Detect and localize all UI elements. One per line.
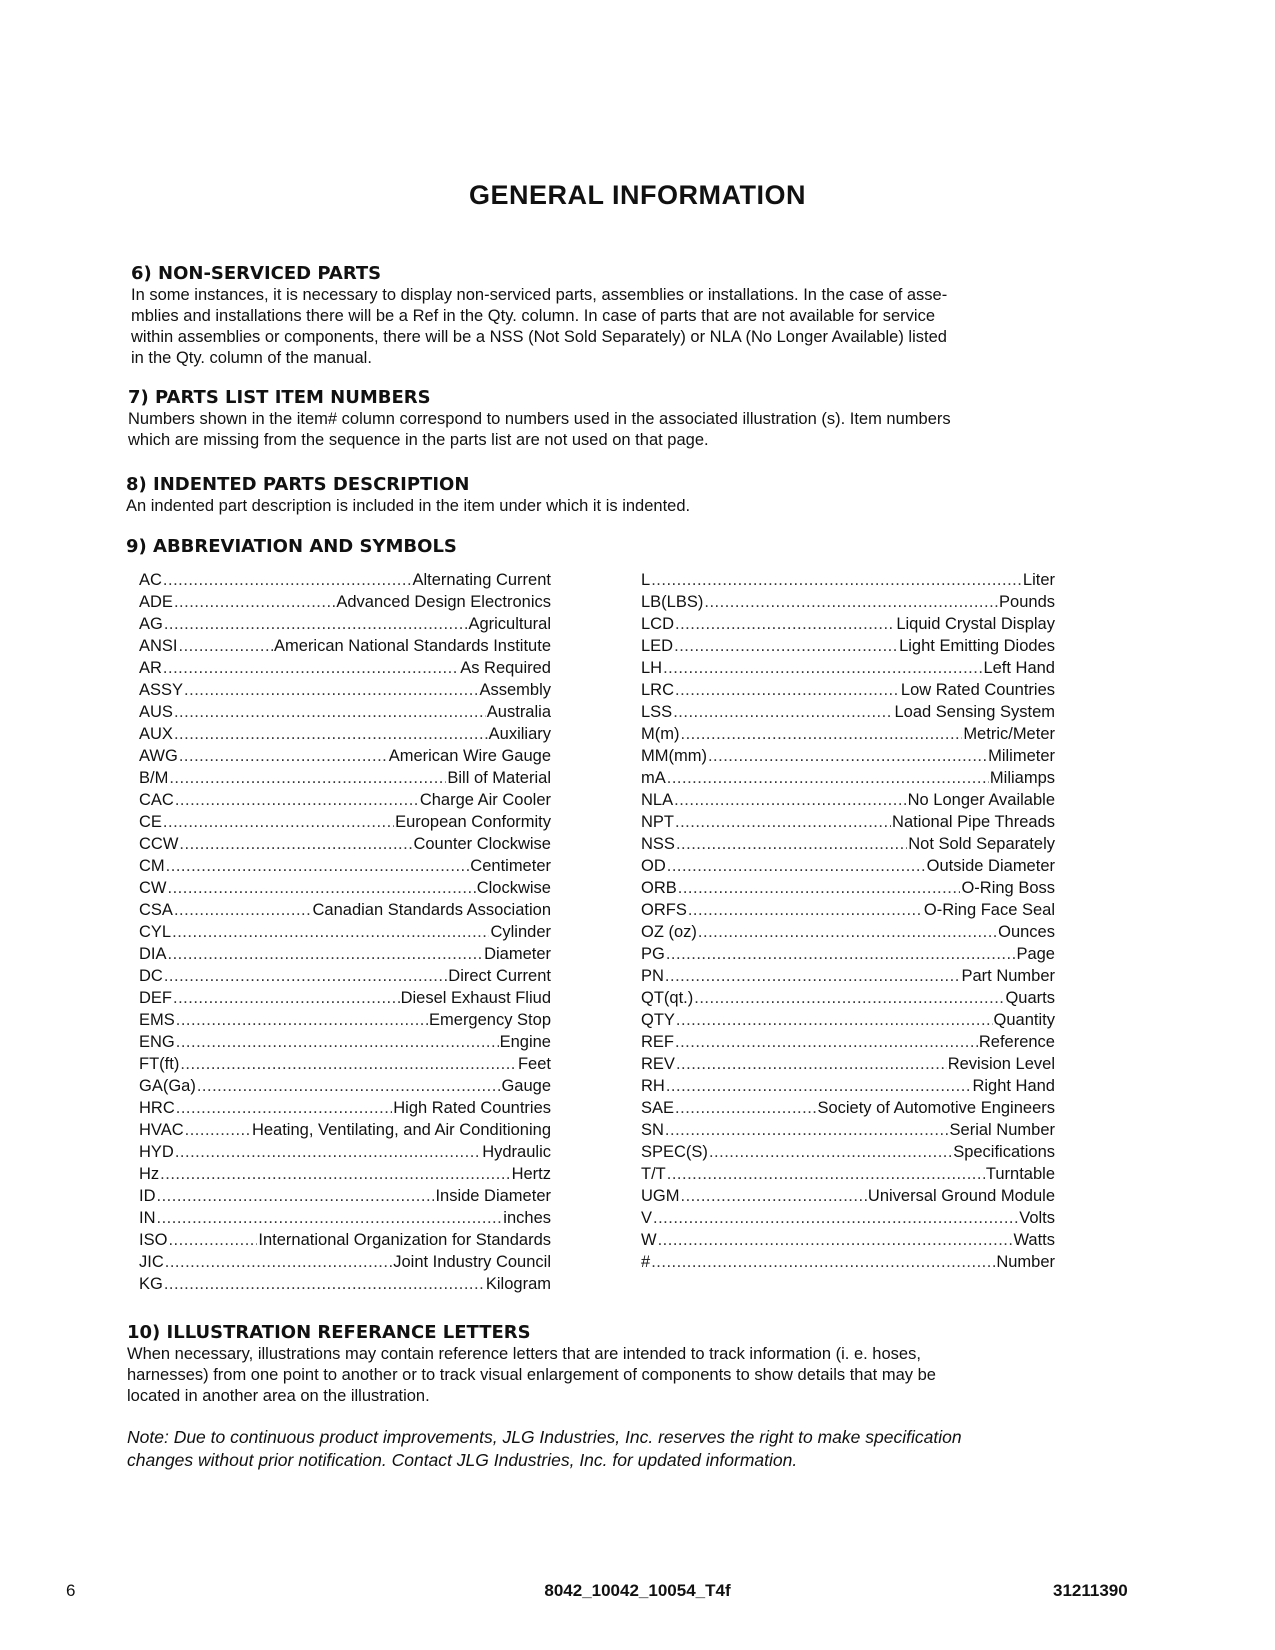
note-line: changes without prior notification. Contact JLG Industries, Inc. for updated information. — [127, 1450, 798, 1470]
dot-leader — [666, 943, 1016, 965]
abbr-term: REF — [641, 1033, 674, 1051]
abbreviation-row — [139, 613, 551, 635]
abbr-term: T/T — [641, 1165, 666, 1183]
dot-leader — [175, 789, 419, 811]
abbr-definition: Page — [1016, 945, 1055, 963]
abbreviation-row — [139, 1185, 551, 1207]
abbreviation-row — [139, 1273, 551, 1295]
abbr-term: AG — [139, 615, 163, 633]
abbreviation-row — [139, 635, 551, 657]
abbr-definition: Heating, Ventilating, and Air Conditioning — [251, 1121, 551, 1139]
dot-leader — [174, 701, 486, 723]
abbreviation-row — [139, 1009, 551, 1031]
abbr-term: ASSY — [139, 681, 184, 699]
abbr-term: B/M — [139, 769, 169, 787]
dot-leader — [164, 613, 468, 635]
abbr-definition: Canadian Standards Association — [312, 901, 551, 919]
dot-leader — [174, 723, 488, 745]
dot-leader — [651, 1251, 995, 1273]
abbr-term: QTY — [641, 1011, 675, 1029]
abbr-term: AUX — [139, 725, 173, 743]
abbr-term: # — [641, 1253, 651, 1271]
abbr-term: CE — [139, 813, 162, 831]
abbreviation-row — [139, 833, 551, 855]
abbr-term: V — [641, 1209, 653, 1227]
abbr-term: ISO — [139, 1231, 168, 1249]
abbr-term: JIC — [139, 1253, 164, 1271]
abbr-definition: Agricultural — [468, 615, 551, 633]
abbreviation-list-right — [641, 569, 1055, 1273]
dot-leader — [163, 569, 412, 591]
abbr-definition: Milimeter — [988, 747, 1055, 765]
abbr-definition: Bill of Material — [447, 769, 551, 787]
abbr-definition: Hydraulic — [482, 1143, 551, 1161]
dot-leader — [165, 1251, 393, 1273]
abbreviation-row — [139, 723, 551, 745]
abbr-definition: Universal Ground Module — [867, 1187, 1055, 1205]
abbr-definition: Revision Level — [947, 1055, 1055, 1073]
section-heading: 7) PARTS LIST ITEM NUMBERS — [128, 387, 431, 408]
abbr-term: FT(ft) — [139, 1055, 180, 1073]
dot-leader — [667, 1163, 985, 1185]
paragraph-line: in the Qty. column of the manual. — [131, 349, 372, 367]
abbr-term: SN — [641, 1121, 664, 1139]
abbr-term: UGM — [641, 1187, 680, 1205]
abbr-term: HYD — [139, 1143, 174, 1161]
abbr-definition: Miliamps — [989, 769, 1055, 787]
dot-leader — [667, 767, 989, 789]
abbr-definition: Engine — [499, 1033, 551, 1051]
abbr-term: LED — [641, 637, 674, 655]
abbreviation-row — [139, 1141, 551, 1163]
abbr-term: AUS — [139, 703, 173, 721]
abbr-definition: Turntable — [985, 1165, 1055, 1183]
abbr-definition: No Longer Available — [907, 791, 1055, 809]
abbr-definition: Counter Clockwise — [413, 835, 551, 853]
dot-leader — [174, 899, 312, 921]
abbr-definition: Quantity — [993, 1011, 1055, 1029]
abbreviation-row — [641, 745, 1055, 767]
abbreviation-row — [641, 987, 1055, 1009]
abbreviation-row — [641, 877, 1055, 899]
dot-leader — [172, 921, 489, 943]
dot-leader — [665, 965, 961, 987]
abbr-term: ID — [139, 1187, 156, 1205]
abbreviation-row — [641, 679, 1055, 701]
dot-leader — [185, 1119, 251, 1141]
abbr-term: NPT — [641, 813, 674, 831]
abbreviation-row — [641, 1251, 1055, 1273]
abbr-definition: Emergency Stop — [429, 1011, 551, 1029]
abbr-definition: Charge Air Cooler — [419, 791, 551, 809]
abbr-term: GA(Ga) — [139, 1077, 196, 1095]
abbr-definition: Ounces — [998, 923, 1055, 941]
abbr-term: LRC — [641, 681, 675, 699]
abbr-definition: Advanced Design Electronics — [336, 593, 551, 611]
abbr-definition: Feet — [517, 1055, 551, 1073]
paragraph-line: An indented part description is included in the item under which it is indented. — [126, 497, 691, 515]
abbr-term: DC — [139, 967, 163, 985]
dot-leader — [180, 1053, 517, 1075]
dot-leader — [665, 1119, 949, 1141]
abbr-definition: National Pipe Threads — [892, 813, 1055, 831]
abbreviation-row — [139, 569, 551, 591]
abbr-definition: Outside Diameter — [926, 857, 1055, 875]
paragraph-line: When necessary, illustrations may contain reference letters that are intended to track information (i. e. hoses, — [127, 1345, 921, 1363]
dot-leader — [169, 767, 446, 789]
abbr-definition: Reference — [978, 1033, 1055, 1051]
abbreviation-row — [641, 1207, 1055, 1229]
abbr-definition: Liter — [1022, 571, 1055, 589]
abbreviation-row — [641, 921, 1055, 943]
abbr-definition: Hertz — [511, 1165, 551, 1183]
abbr-term: CCW — [139, 835, 179, 853]
abbreviation-row — [139, 943, 551, 965]
abbr-term: CW — [139, 879, 167, 897]
abbreviation-row — [139, 1097, 551, 1119]
abbr-definition: inches — [503, 1209, 551, 1227]
dot-leader — [168, 1229, 257, 1251]
abbr-term: LH — [641, 659, 663, 677]
section-heading: 8) INDENTED PARTS DESCRIPTION — [126, 474, 470, 495]
abbr-definition: Left Hand — [983, 659, 1055, 677]
abbr-definition: Gauge — [501, 1077, 551, 1095]
abbreviation-row — [139, 1053, 551, 1075]
abbr-term: CSA — [139, 901, 173, 919]
abbr-term: QT(qt.) — [641, 989, 694, 1007]
dot-leader — [174, 591, 335, 613]
abbr-term: MM(mm) — [641, 747, 707, 765]
dot-leader — [694, 987, 1004, 1009]
dot-leader — [673, 701, 893, 723]
abbreviation-row — [641, 1053, 1055, 1075]
abbreviation-row — [641, 811, 1055, 833]
abbr-term: DIA — [139, 945, 167, 963]
abbreviation-row — [139, 1251, 551, 1273]
dot-leader — [653, 1207, 1018, 1229]
dot-leader — [176, 1097, 393, 1119]
abbr-term: NLA — [641, 791, 674, 809]
dot-leader — [709, 1141, 952, 1163]
paragraph-line: within assemblies or components, there will be a NSS (Not Sold Separately) or NLA (No Longer Available) listed — [131, 328, 947, 346]
abbr-definition: Joint Industry Council — [393, 1253, 551, 1271]
abbreviation-row — [641, 701, 1055, 723]
abbreviation-row — [641, 613, 1055, 635]
abbreviation-row — [641, 569, 1055, 591]
dot-leader — [688, 899, 923, 921]
dot-leader — [176, 1031, 499, 1053]
abbreviation-row — [139, 899, 551, 921]
abbr-term: ORB — [641, 879, 677, 897]
abbr-term: PN — [641, 967, 664, 985]
abbreviation-row — [641, 1163, 1055, 1185]
abbr-definition: Right Hand — [972, 1077, 1055, 1095]
dot-leader — [163, 811, 394, 833]
abbreviation-row — [139, 855, 551, 877]
abbr-term: AC — [139, 571, 162, 589]
abbr-term: ANSI — [139, 637, 178, 655]
abbreviation-row — [139, 1119, 551, 1141]
dot-leader — [179, 635, 274, 657]
abbreviation-row — [641, 657, 1055, 679]
abbr-definition: Society of Automotive Engineers — [817, 1099, 1055, 1117]
abbreviation-row — [139, 657, 551, 679]
page-title: GENERAL INFORMATION — [469, 180, 806, 210]
note-line: Note: Due to continuous product improvements, JLG Industries, Inc. reserves the right to make specification — [127, 1427, 962, 1447]
dot-leader — [168, 877, 476, 899]
abbreviation-row — [641, 965, 1055, 987]
section-heading: 6) NON-SERVICED PARTS — [131, 263, 382, 284]
dot-leader — [678, 877, 961, 899]
abbr-definition: Metric/Meter — [963, 725, 1055, 743]
dot-leader — [680, 723, 962, 745]
abbr-definition: Pounds — [999, 593, 1055, 611]
abbr-definition: O-Ring Face Seal — [923, 901, 1055, 919]
abbr-definition: Alternating Current — [412, 571, 551, 589]
abbr-term: OD — [641, 857, 666, 875]
section-abbreviation-and-symbols — [126, 536, 1086, 558]
dot-leader — [658, 1229, 1013, 1251]
dot-leader — [157, 1207, 503, 1229]
abbreviation-row — [139, 811, 551, 833]
abbr-term: LCD — [641, 615, 675, 633]
dot-leader — [179, 745, 388, 767]
abbreviation-list-left — [139, 569, 551, 1295]
footer-model-code: 8042_10042_10054_T4f — [544, 1581, 731, 1600]
dot-leader — [675, 811, 891, 833]
dot-leader — [179, 833, 412, 855]
paragraph-line: mblies and installations there will be a Ref in the Qty. column. In case of parts that are not available for service — [131, 307, 936, 325]
abbr-term: KG — [139, 1275, 163, 1293]
dot-leader — [675, 1097, 816, 1119]
abbr-term: IN — [139, 1209, 156, 1227]
abbr-definition: American Wire Gauge — [388, 747, 551, 765]
paragraph-line: Numbers shown in the item# column correspond to numbers used in the associated illustration (s). Item numbers — [128, 410, 951, 428]
abbr-term: mA — [641, 769, 666, 787]
abbreviation-row — [139, 745, 551, 767]
abbr-definition: Specifications — [953, 1143, 1055, 1161]
dot-leader — [663, 657, 982, 679]
abbreviation-row — [641, 1141, 1055, 1163]
dot-leader — [163, 657, 459, 679]
abbr-term: REV — [641, 1055, 675, 1073]
abbreviation-row — [139, 1207, 551, 1229]
abbreviation-row — [139, 701, 551, 723]
abbreviation-row — [139, 965, 551, 987]
paragraph-line: which are missing from the sequence in the parts list are not used on that page. — [128, 431, 709, 449]
abbr-term: CM — [139, 857, 165, 875]
abbr-definition: Volts — [1019, 1209, 1055, 1227]
abbr-definition: Australia — [486, 703, 551, 721]
abbr-term: ENG — [139, 1033, 175, 1051]
abbreviation-row — [641, 591, 1055, 613]
abbr-definition: Direct Current — [448, 967, 551, 985]
abbreviation-row — [139, 1163, 551, 1185]
dot-leader — [184, 679, 478, 701]
abbr-term: M(m) — [641, 725, 680, 743]
dot-leader — [708, 745, 987, 767]
abbr-term: LB(LBS) — [641, 593, 704, 611]
abbr-definition: Low Rated Countries — [900, 681, 1055, 699]
abbr-term: RH — [641, 1077, 665, 1095]
abbr-term: W — [641, 1231, 657, 1249]
dot-leader — [160, 1163, 510, 1185]
abbr-term: HRC — [139, 1099, 175, 1117]
abbr-definition: European Conformity — [395, 813, 551, 831]
paragraph-line: In some instances, it is necessary to display non-serviced parts, assemblies or installations. In the case of asse- — [131, 286, 948, 304]
paragraph-line: located in another area on the illustration. — [127, 1387, 430, 1405]
dot-leader — [651, 569, 1022, 591]
abbr-term: DEF — [139, 989, 172, 1007]
dot-leader — [681, 1185, 867, 1207]
abbr-definition: Liquid Crystal Display — [896, 615, 1055, 633]
abbreviation-row — [641, 855, 1055, 877]
dot-leader — [168, 943, 484, 965]
dot-leader — [173, 987, 400, 1009]
dot-leader — [197, 1075, 501, 1097]
paragraph-line: harnesses) from one point to another or to track visual enlargement of components to show details that may be — [127, 1366, 936, 1384]
section-parts-list-item-numbers — [128, 387, 1088, 451]
abbr-term: HVAC — [139, 1121, 184, 1139]
dot-leader — [676, 1009, 993, 1031]
section-illustration-reference-letters — [127, 1322, 1087, 1407]
abbreviation-row — [641, 635, 1055, 657]
abbr-term: SPEC(S) — [641, 1143, 708, 1161]
note-text — [127, 1426, 1087, 1472]
section-heading: 9) ABBREVIATION AND SYMBOLS — [126, 536, 457, 557]
abbr-term: AR — [139, 659, 162, 677]
abbr-definition: Light Emitting Diodes — [899, 637, 1055, 655]
abbr-definition: Clockwise — [476, 879, 551, 897]
abbr-term: PG — [641, 945, 665, 963]
abbr-term: ORFS — [641, 901, 687, 919]
abbr-definition: Kilogram — [485, 1275, 551, 1293]
abbreviation-row — [139, 679, 551, 701]
section-non-serviced-parts — [131, 263, 1091, 369]
abbr-term: CAC — [139, 791, 174, 809]
dot-leader — [698, 921, 997, 943]
abbr-definition: International Organization for Standards — [258, 1231, 551, 1249]
dot-leader — [674, 635, 898, 657]
abbr-definition: American National Standards Institute — [274, 637, 551, 655]
abbr-definition: Inside Diameter — [435, 1187, 551, 1205]
abbr-term: SAE — [641, 1099, 675, 1117]
abbreviation-row — [139, 1031, 551, 1053]
abbreviation-row — [641, 833, 1055, 855]
abbr-definition: Watts — [1013, 1231, 1055, 1249]
abbreviation-row — [139, 1075, 551, 1097]
dot-leader — [675, 613, 895, 635]
abbr-term: ADE — [139, 593, 173, 611]
abbr-definition: Diesel Exhaust Fliud — [400, 989, 551, 1007]
section-heading: 10) ILLUSTRATION REFERANCE LETTERS — [127, 1322, 531, 1343]
abbr-definition: As Required — [460, 659, 551, 677]
dot-leader — [667, 855, 926, 877]
footer-page-number: 6 — [66, 1581, 76, 1600]
dot-leader — [164, 1273, 485, 1295]
abbreviation-row — [641, 1009, 1055, 1031]
abbreviation-row — [641, 899, 1055, 921]
abbreviation-row — [641, 1097, 1055, 1119]
abbr-term: L — [641, 571, 651, 589]
abbr-definition: Serial Number — [949, 1121, 1055, 1139]
dot-leader — [176, 1009, 428, 1031]
abbr-term: CYL — [139, 923, 172, 941]
footer-document-number: 31211390 — [1053, 1581, 1128, 1600]
abbreviation-row — [641, 1229, 1055, 1251]
dot-leader — [675, 1031, 978, 1053]
abbreviation-row — [139, 1229, 551, 1251]
abbr-term: NSS — [641, 835, 675, 853]
abbr-definition: O-Ring Boss — [961, 879, 1055, 897]
section-indented-parts-description — [126, 474, 1086, 517]
abbreviation-row — [641, 723, 1055, 745]
abbreviation-row — [139, 987, 551, 1009]
abbr-definition: Assembly — [479, 681, 551, 699]
dot-leader — [166, 855, 470, 877]
dot-leader — [675, 679, 900, 701]
dot-leader — [157, 1185, 435, 1207]
abbr-definition: Load Sensing System — [894, 703, 1055, 721]
dot-leader — [676, 833, 907, 855]
abbreviation-row — [139, 767, 551, 789]
abbreviation-row — [641, 1075, 1055, 1097]
abbreviation-row — [139, 921, 551, 943]
abbr-definition: Not Sold Separately — [908, 835, 1055, 853]
dot-leader — [704, 591, 998, 613]
abbr-definition: Part Number — [961, 967, 1055, 985]
abbr-definition: Quarts — [1005, 989, 1055, 1007]
dot-leader — [666, 1075, 972, 1097]
abbr-term: EMS — [139, 1011, 175, 1029]
abbreviation-row — [139, 877, 551, 899]
abbreviation-row — [641, 1119, 1055, 1141]
abbreviation-row — [139, 789, 551, 811]
dot-leader — [676, 1053, 947, 1075]
abbreviation-row — [641, 767, 1055, 789]
abbr-term: OZ (oz) — [641, 923, 697, 941]
abbreviation-row — [641, 1031, 1055, 1053]
abbreviation-row — [641, 1185, 1055, 1207]
dot-leader — [175, 1141, 481, 1163]
abbreviation-row — [641, 789, 1055, 811]
dot-leader — [164, 965, 447, 987]
abbr-term: AWG — [139, 747, 178, 765]
abbr-definition: Auxiliary — [488, 725, 551, 743]
abbr-definition: Number — [996, 1253, 1055, 1271]
abbreviation-row — [139, 591, 551, 613]
abbr-definition: High Rated Countries — [393, 1099, 551, 1117]
abbr-term: Hz — [139, 1165, 160, 1183]
abbr-definition: Cylinder — [490, 923, 551, 941]
abbr-definition: Centimeter — [470, 857, 551, 875]
abbr-definition: Diameter — [484, 945, 551, 963]
dot-leader — [674, 789, 907, 811]
abbreviation-row — [641, 943, 1055, 965]
abbr-term: LSS — [641, 703, 673, 721]
